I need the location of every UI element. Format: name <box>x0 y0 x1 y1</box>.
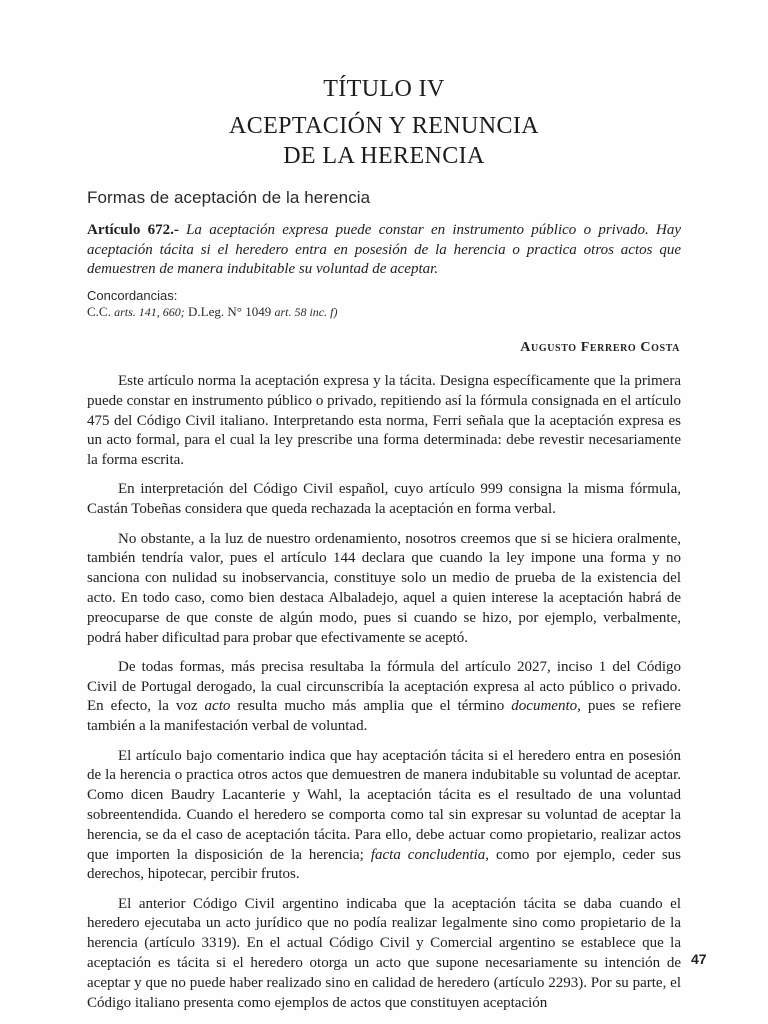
page-number: 47 <box>691 951 707 967</box>
article-text: La aceptación expresa puede constar en instrumento público o privado. Hay aceptación tácita si el heredero entra en posesión de la herencia o practica otros actos que demuestren de manera indubitable su voluntad de aceptar. <box>87 222 681 277</box>
title-subtitle <box>0 111 768 171</box>
body-paragraph <box>87 895 681 1014</box>
article-number: Artículo 672.- <box>87 222 179 238</box>
paragraph-text: De todas formas, más precisa resultaba la fórmula del artículo 2027, inciso 1 del Código Civil de Portugal derogado, la cual circunscribía la aceptación expresa al acto público o privado. En efecto, la voz <box>87 658 681 715</box>
body-paragraph <box>87 530 681 649</box>
paragraph-text: , pues se refiere también a la manifestación verbal de voluntad. <box>87 698 681 735</box>
section-heading: Formas de aceptación de la herencia <box>87 188 371 207</box>
commentary-body <box>87 372 681 1023</box>
paragraph-text: El anterior Código Civil argentino indicaba que la aceptación tácita se daba cuando el heredero ejecutaba un acto jurídico que no podía realizar legalmente sino como propietario de la herencia (artículo 3319). En el actual Código Civil y Comercial argentino se establece que la aceptación es tácita si el heredero otorga un acto que supone necesariamente su intención de aceptar y que no puede haber realizado sino en calidad de heredero (artículo 2293). Por su parte, el Código italiano presenta como ejemplos de actos que constituyen aceptación <box>87 895 681 1011</box>
paragraph-text: Este artículo norma la aceptación expresa y la tácita. Designa específicamente que la primera puede constar en instrumento público o privado, repitiendo así la fórmula consignada en el artículo 475 del Código Civil italiano. Interpretando esta norma, Ferri señala que la aceptación expresa es un acto formal, para el cual la ley prescribe una forma determinada: debe revestir necesariamente la forma escrita. <box>87 373 681 469</box>
title-number: TÍTULO IV <box>323 76 445 102</box>
ref-detail: arts. 141, 660; <box>114 305 185 319</box>
article-statement <box>87 221 681 280</box>
paragraph-text: El artículo bajo comentario indica que hay aceptación tácita si el heredero entra en posesión de la herencia o practica otros actos que demuestren de manera indubitable su voluntad de aceptar. Como dicen Baudry Lacanterie y Wahl, la aceptación tácita es el resultado de una voluntad sobreentendida. Cuando el heredero se comporta como tal sin expresar su voluntad de aceptar la herencia, se da el caso de aceptación tácita. Para ello, debe actuar como propietario, realizar actos que importen la disposición de la herencia; <box>87 747 681 863</box>
concordancias-references <box>87 304 337 320</box>
title-line-3: DE LA HERENCIA <box>283 143 485 169</box>
italic-term: acto <box>204 698 231 715</box>
body-paragraph <box>87 747 681 886</box>
body-paragraph <box>87 658 681 737</box>
ref-detail: art. 58 inc. f) <box>274 305 338 319</box>
paragraph-text: No obstante, a la luz de nuestro ordenamiento, nosotros creemos que si se hiciera oralmente, también tendría valor, pues el artículo 144 declara que cuando la ley impone una forma y no sanciona con nulidad su inobservancia, constituye solo un medio de prueba de la existencia del acto. En todo caso, como bien destaca Albaladejo, aquel a quien interese la aceptación habrá de preocuparse de que conste de algún modo, pues si cuando se hizo, por ejemplo, verbalmente, podrá haber dificultad para probar que efectivamente se aceptó. <box>87 530 681 646</box>
ref-code: D.Leg. N° 1049 <box>184 304 275 319</box>
paragraph-text: En interpretación del Código Civil español, cuyo artículo 999 consigna la misma fórmula, Castán Tobeñas considera que queda rechazada la aceptación en forma verbal. <box>87 481 681 518</box>
paragraph-text: , como por ejemplo, ceder sus derechos, hipotecar, percibir frutos. <box>87 846 682 883</box>
italic-term: documento <box>511 698 578 715</box>
title-line-2: ACEPTACIÓN Y RENUNCIA <box>228 113 540 139</box>
body-paragraph <box>87 372 681 471</box>
italic-term: facta concludentia <box>370 846 486 863</box>
chapter-title <box>0 74 768 171</box>
paragraph-text: resulta mucho más amplia que el término <box>230 698 512 715</box>
author-name: Augusto Ferrero Costa <box>520 340 680 355</box>
concordancias-label: Concordancias: <box>87 288 178 303</box>
body-paragraph <box>87 480 681 520</box>
ref-code: C.C. <box>87 304 115 319</box>
